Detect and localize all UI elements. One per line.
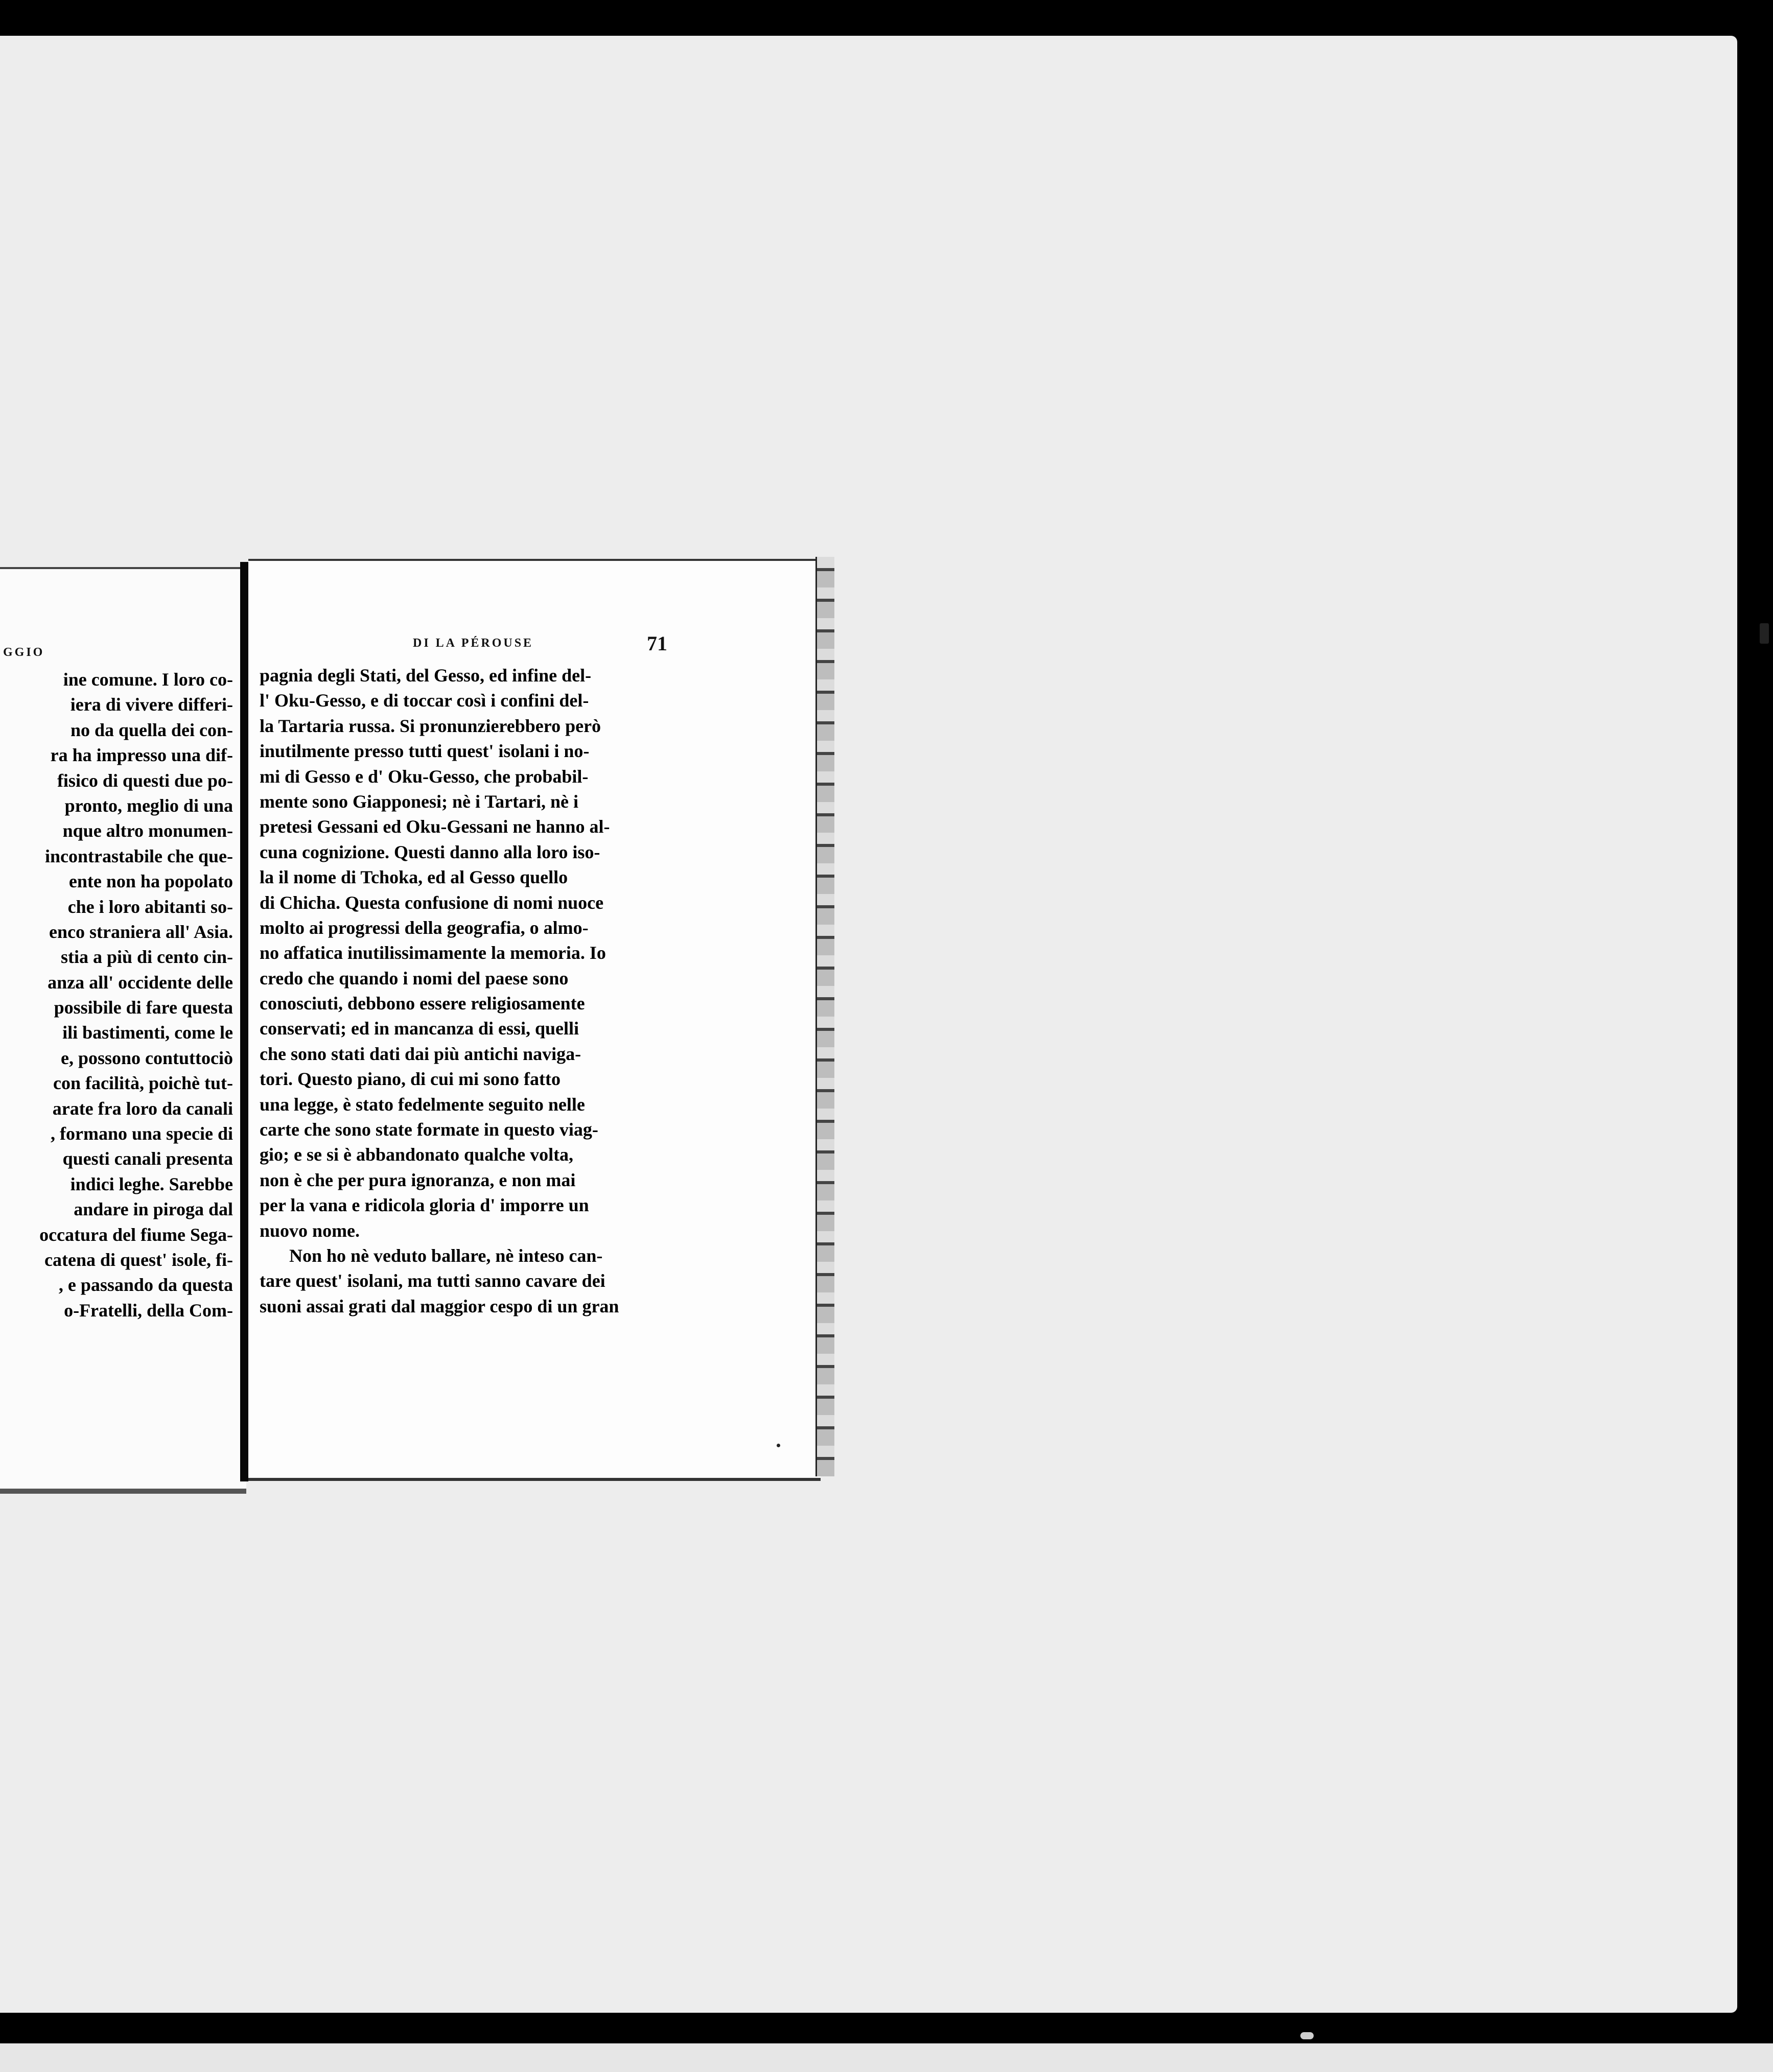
text-line: , e passando da questa [58, 1275, 233, 1296]
text-line: nque altro monumen- [62, 820, 233, 841]
text-line: con facilità, poichè tut- [53, 1073, 233, 1094]
text-line: pretesi Gessani ed Oku-Gessani ne hanno al- [260, 816, 610, 837]
text-line: cuna cognizione. Questi danno alla loro iso- [260, 841, 600, 862]
text-line: tare quest' isolani, ma tutti sanno cavare dei [260, 1270, 605, 1291]
text-line: enco straniera all' Asia. [49, 921, 233, 942]
edge-speck [1300, 2032, 1314, 2039]
right-running-head: DI LA PÉROUSE [413, 637, 534, 650]
book-spread [0, 552, 838, 1502]
page-number: 71 [647, 632, 667, 655]
text-line: ili bastimenti, come le [62, 1022, 233, 1043]
text-line: no affatica inutilissimamente la memoria. Io [260, 943, 606, 963]
edge-mark [1760, 623, 1769, 644]
text-line: questi canali presenta [62, 1148, 233, 1169]
text-line: gio; e se si è abbandonato qualche volta, [260, 1144, 574, 1165]
text-line: indici leghe. Sarebbe [70, 1173, 233, 1194]
text-line: occatura del fiume Sega- [39, 1224, 233, 1245]
text-line: l' Oku-Gesso, e di toccar così i confini del- [260, 690, 589, 711]
page-edges [815, 557, 834, 1476]
text-line: di Chicha. Questa confusione di nomi nuoce [260, 892, 604, 913]
right-page [248, 559, 821, 1481]
text-line: per la vana e ridicola gloria d' imporre un [260, 1195, 589, 1216]
book-gutter [240, 562, 248, 1481]
text-line: iera di vivere differi- [70, 694, 233, 715]
text-line: andare in piroga dal [74, 1199, 233, 1220]
text-line: non è che per pura ignoranza, e non mai [260, 1169, 576, 1190]
text-line: stia a più di cento cin- [60, 947, 233, 968]
text-line: conservati; ed in mancanza di essi, quelli [260, 1018, 579, 1039]
text-line: , formano una specie di [50, 1123, 233, 1144]
text-line: fisico di questi due po- [57, 770, 233, 791]
right-page-text [260, 663, 619, 1319]
text-line: ente non ha popolato [68, 871, 233, 892]
text-line: la il nome di Tchoka, ed al Gesso quello [260, 867, 568, 888]
text-line: credo che quando i nomi del paese sono [260, 968, 569, 988]
text-line: una legge, è stato fedelmente seguito nelle [260, 1094, 585, 1115]
text-line: no da quella dei con- [70, 719, 233, 740]
text-line: Non ho nè veduto ballare, nè inteso can- [289, 1245, 603, 1266]
left-running-head: GGIO [3, 646, 45, 659]
text-line: pronto, meglio di una [64, 795, 233, 816]
text-line: ine comune. I loro co- [63, 669, 233, 690]
text-line: suoni assai grati dal maggior cespo di un gran [260, 1296, 619, 1316]
text-line: inutilmente presso tutti quest' isolani i no- [260, 741, 590, 762]
text-line: che i loro abitanti so- [67, 896, 233, 917]
text-line: molto ai progressi della geografia, o almo- [260, 917, 589, 938]
text-line: o-Fratelli, della Com- [64, 1300, 233, 1321]
text-line: conosciuti, debbono essere religiosamente [260, 993, 585, 1014]
text-line: pagnia degli Stati, del Gesso, ed infine del- [260, 665, 592, 686]
text-line: mi di Gesso e d' Oku-Gesso, che probabil- [260, 766, 589, 787]
text-line: mente sono Giapponesi; nè i Tartari, nè i [260, 791, 579, 812]
text-line: e, possono contuttociò [60, 1047, 233, 1068]
text-line: ra ha impresso una dif- [50, 745, 233, 766]
left-page [0, 567, 246, 1494]
text-line: incontrastabile che que- [45, 845, 233, 866]
text-line: anza all' occidente delle [48, 972, 233, 993]
next-frame-edge [0, 2043, 1773, 2072]
text-line: tori. Questo piano, di cui mi sono fatto [260, 1069, 561, 1090]
text-line: la Tartaria russa. Si pronunzierebbero però [260, 715, 601, 736]
ink-dot [777, 1444, 780, 1447]
text-line: nuovo nome. [260, 1220, 360, 1241]
text-line: catena di quest' isole, fi- [44, 1249, 233, 1270]
text-line: arate fra loro da canali [52, 1098, 233, 1119]
text-line: possibile di fare questa [54, 997, 233, 1018]
text-line: carte che sono state formate in questo viag- [260, 1119, 598, 1140]
text-line: che sono stati dati dai più antichi naviga- [260, 1043, 581, 1064]
left-page-text [39, 667, 233, 1323]
